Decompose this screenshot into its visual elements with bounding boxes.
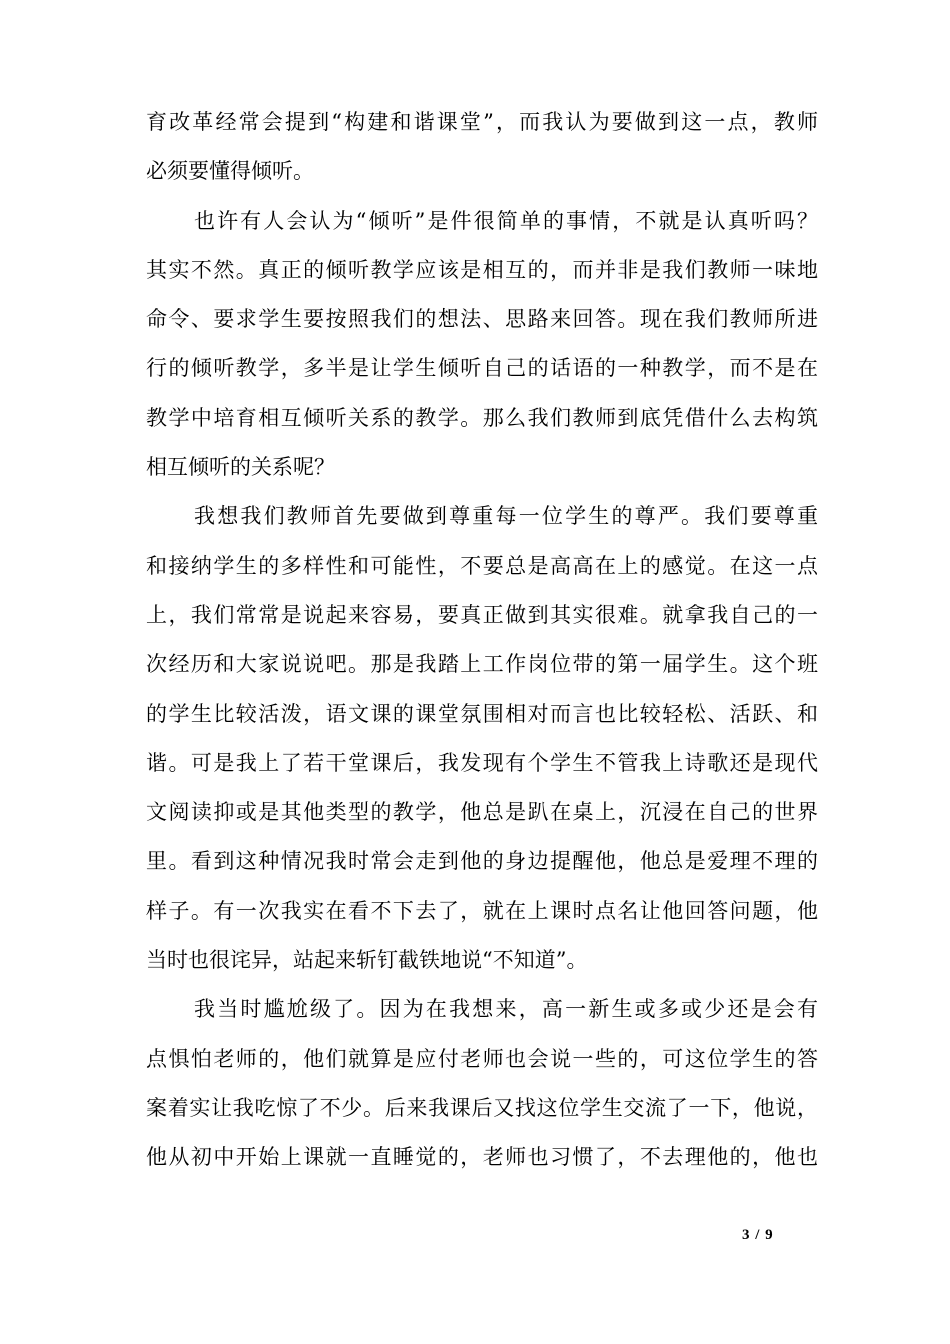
text-line: 相互倾听的关系呢？ — [146, 455, 335, 480]
text-line: 必须要懂得倾听。 — [146, 159, 314, 184]
text-line: 我当时尴尬级了。因为在我想来，高一新生或多或少还是会有 — [194, 997, 818, 1022]
text-line: 他从初中开始上课就一直睡觉的，老师也习惯了，不去理他的，他也 — [146, 1145, 818, 1170]
text-line: 育改革经常会提到“构建和谐课堂”，而我认为要做到这一点，教师 — [146, 110, 818, 134]
text-line: 案着实让我吃惊了不少。后来我课后又找这位学生交流了一下，他说， — [146, 1095, 818, 1120]
text-line: 样子。有一次我实在看不下去了，就在上课时点名让他回答问题，他 — [146, 898, 818, 923]
page-number: 3 / 9 — [742, 1227, 774, 1243]
text-line: 教学中培育相互倾听关系的教学。那么我们教师到底凭借什么去构筑 — [146, 405, 818, 430]
text-line: 命令、要求学生要按照我们的想法、思路来回答。现在我们教师所进 — [146, 307, 818, 332]
text-line: 上，我们常常是说起来容易，要真正做到其实很难。就拿我自己的一 — [146, 602, 818, 627]
text-line: 其实不然。真正的倾听教学应该是相互的，而并非是我们教师一味地 — [146, 257, 818, 282]
text-line: 我想我们教师首先要做到尊重每一位学生的尊严。我们要尊重 — [194, 504, 818, 529]
text-line: 当时也很诧异，站起来斩钉截铁地说“不知道”。 — [146, 948, 588, 973]
text-line: 谐。可是我上了若干堂课后，我发现有个学生不管我上诗歌还是现代 — [146, 750, 818, 775]
body-text — [146, 98, 818, 1183]
text-line: 点惧怕老师的，他们就算是应付老师也会说一些的，可这位学生的答 — [146, 1046, 818, 1071]
text-line: 也许有人会认为“倾听”是件很简单的事情，不就是认真听吗？ — [194, 208, 818, 233]
text-line: 行的倾听教学，多半是让学生倾听自己的话语的一种教学，而不是在 — [146, 356, 818, 381]
text-line: 的学生比较活泼，语文课的课堂氛围相对而言也比较轻松、活跃、和 — [146, 701, 818, 726]
text-line: 里。看到这种情况我时常会走到他的身边提醒他，他总是爱理不理的 — [146, 849, 818, 874]
text-line: 次经历和大家说说吧。那是我踏上工作岗位带的第一届学生。这个班 — [146, 652, 818, 677]
text-line: 和接纳学生的多样性和可能性，不要总是高高在上的感觉。在这一点 — [146, 553, 818, 578]
text-line: 文阅读抑或是其他类型的教学，他总是趴在桌上，沉浸在自己的世界 — [146, 800, 818, 825]
